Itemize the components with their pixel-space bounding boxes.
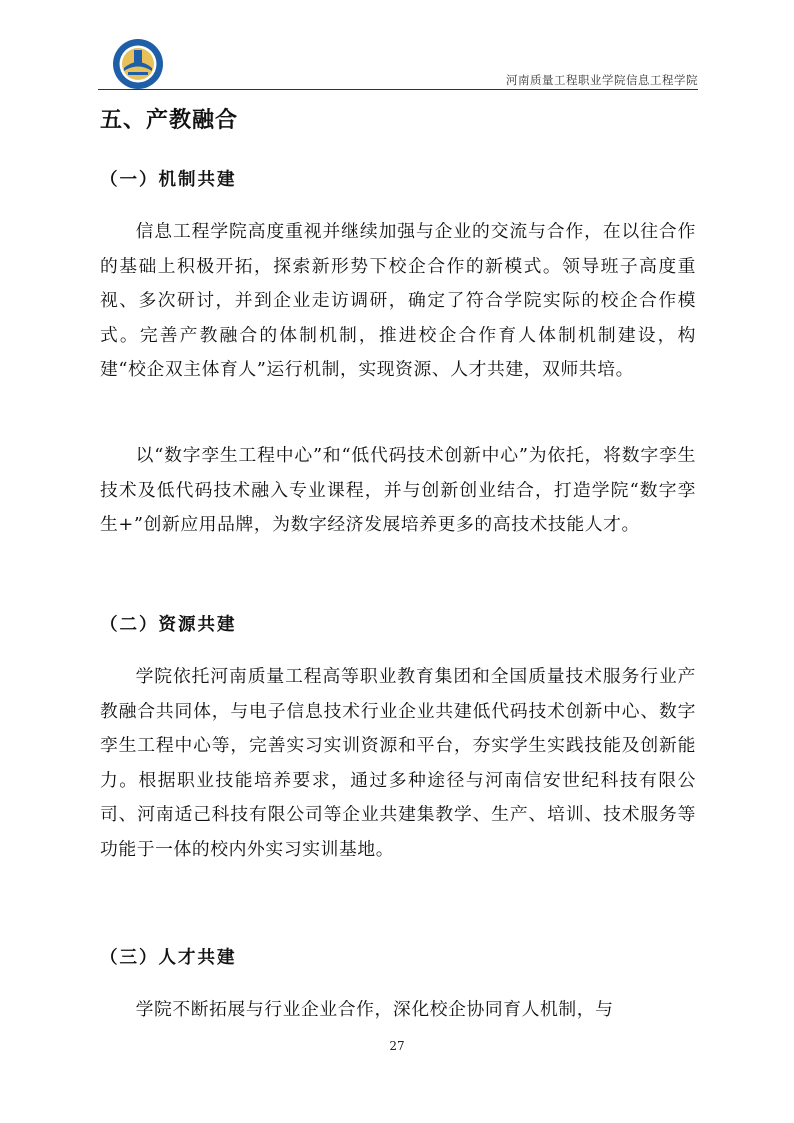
- section-title: 五、产教融合: [100, 108, 239, 133]
- page-number: 27: [389, 1039, 405, 1053]
- header-institution: 河南质量工程职业学院信息工程学院: [506, 73, 698, 87]
- subsection-title-mechanism: （一）机制共建: [100, 170, 237, 190]
- paragraph-talent-1: 学院不断拓展与行业企业合作，深化校企协同育人机制，与: [135, 999, 614, 1020]
- college-logo: [112, 38, 164, 90]
- paragraph-mechanism-1: 信息工程学院高度重视并继续加强与企业的交流与合作，在以往合作的基础上积极开拓，探索新形势下校企合作的新模式。领导班子高度重视、多次研讨，并到企业走访调研，确定了符合学院实际的校企合作模式。完善产教融合的体制机制，推进校企合作育人体制机制建设，构建“校企双主体育人”运行机制，实现资源、人才共建，双师共培。: [100, 221, 696, 380]
- subsection-title-talent: （三）人才共建: [100, 948, 237, 968]
- header-divider: [98, 89, 698, 90]
- paragraph-resources-1: 学院依托河南质量工程高等职业教育集团和全国质量技术服务行业产教融合共同体，与电子信息技术行业企业共建低代码技术创新中心、数字孪生工程中心等，完善实习实训资源和平台，夯实学生实践技能及创新能力。根据职业技能培养要求，通过多种途径与河南信安世纪科技有限公司、河南适己科技有限公司等企业共建集教学、生产、培训、技术服务等功能于一体的校内外实习实训基地。: [100, 666, 696, 860]
- college-logo-icon: [112, 38, 164, 90]
- subsection-title-resources: （二）资源共建: [100, 615, 237, 635]
- paragraph-mechanism-2: 以“数字孪生工程中心”和“低代码技术创新中心”为依托，将数字孪生技术及低代码技术融入专业课程，并与创新创业结合，打造学院“数字孪生+”创新应用品牌，为数字经济发展培养更多的高技术技能人才。: [100, 445, 696, 535]
